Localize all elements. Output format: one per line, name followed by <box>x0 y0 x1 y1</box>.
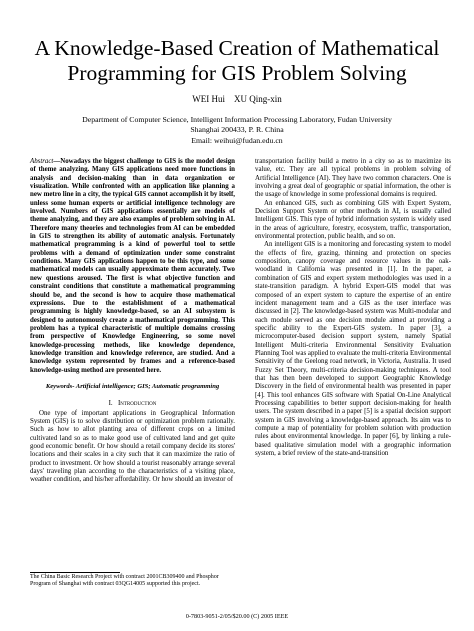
footnote: The China Basic Research Project with contract 2001CB309400 and Phosphor Program of Shanghai with contract 03QG14005 supported this project. <box>30 574 219 588</box>
abstract-label: Abstract <box>30 158 54 165</box>
section-heading <box>30 399 235 407</box>
paper-title-line-2: Programming for GIS Problem Solving <box>67 61 407 85</box>
affiliation-line-2: Shanghai 200433, P. R. China <box>190 125 284 134</box>
body-paragraph: transportation facility build a metro in a city so as to maximize its value, etc. They are all typical problems in problem solving of Artificial Intelligence (AI). They have two common characters. One is involving a great deal of geographic or spatial information, the other is the usage of knowledge in some professional domains is required. <box>255 158 451 199</box>
section-number: I. <box>108 399 113 408</box>
abstract-dash: — <box>53 158 61 165</box>
abstract-text: Nowadays the biggest challenge to GIS is the model design of theme analyzing. Many GIS applications need more functions in analysis and decision-making than in data organization or visualization. While confronted with an application like planning a new metro line in a city, the typical GIS cannot accomplish it by itself, unless some human experts or artificial intelligence technology are involved. Numbers of GIS applications essentially are models of theme analyzing, and they are also examples of problem solving in AI. Therefore many theories and technologies from AI can be embedded in GIS to strengthen its ability of automatic analysis. Fortunately mathematical programming is a kind of powerful tool to settle problems with a demand of optimization under some constraint conditions. Many GIS applications happen to be this type, and some mathematical models can usually approximate them accurately. Two new questions aroused. The first is what objective function and constraint conditions that constitute a mathematical programming should be, and the second is how to acquire those mathematical expressions. Due to the establishment of a mathematical programming is highly knowledge-based, so an AI subsystem is designed to autonomously create a mathematical programming. This problem has a typical characteristic of multiple domains crossing from perspective of Knowledge Engineering, so some novel knowledge-processing methods, like knowledge dependence, knowledge transition and knowledge reference, are studied. And a knowledge system represented by frames and a reference-based knowledge-using method are presented here. <box>30 158 235 374</box>
intro-paragraph: One type of important applications in Geographical Information System (GIS) is to solve distribution or optimization problem rationally. Such as how to allot planting area of different crops on a limited cultivated land so as to make good use of cultivated land and get quite good economic benefit. Or how should a retail company decide its stores' locations and their scales in a city such that it can maximize the ratio of product to investment. Or how should a tourist reasonably arrange several days' traveling plan according to the characteristics of a visiting place, weather condition, and his/her affordability. Or how should an investor of <box>30 409 235 484</box>
authors: WEI Hui XU Qing-xin <box>192 94 282 104</box>
body-paragraph: An intelligent GIS is a monitoring and forecasting system to model the effects of fire, grazing, thinning and protection on species composition, canopy coverage and resource values in the oak-woodland in California was presented in [1]. In the paper, a combination of GIS and expert system methodologies was used in a state-transition paradigm. A hybrid Expert-GIS model that was composed of an expert system to capture the expertise of an entire incident management team and a GIS as the user interface was discussed in [2]. The knowledge-based system was Multi-modular and each module served as one decision module aimed at providing a specific ability to the Expert-GIS system. In paper [3], a microcomputer-based decision support system, namely Spatial Intelligent Multi-criteria Environmental Sensitivity Evaluation Planning Tool was applied to evaluate the multi-criteria Environmental Sensitivity of the Geelong road network, in Victoria, Australia. It used Fuzzy Set Theory, multi-criteria decision-making techniques. A tool that has then been developed to support Geographic Knowledge Discovery in the field of environmental health was presented in paper [4]. This tool enhances GIS software with Spatial On-Line Analytical Processing capabilities to better support decision-making for health users. The system described in a paper [5] is a spatial decision support system in GIS involving a knowledge-based approach. Its aim was to compute a map of potentiality for problem solution with production rules about environmental knowledge. In paper [6], by linking a rule-based qualitative simulation model with a geographic information system, a brief review of the state-and-transition <box>255 241 451 458</box>
affiliation-email: Email: weihui@fudan.edu.cn <box>191 136 283 145</box>
footnote-rule <box>30 572 120 573</box>
affiliation-line-1: Department of Computer Science, Intelligent Information Processing Laboratory, Fudan University <box>82 115 392 124</box>
paper-title-line-1: A Knowledge-Based Creation of Mathematical <box>34 36 440 60</box>
page-footer: 0-7803-9051-2/05/$20.00 (C) 2005 IEEE <box>185 613 289 620</box>
left-column <box>30 158 235 485</box>
abstract <box>30 158 235 375</box>
keywords: Keywords- Artificial intelligence; GIS; Automatic programming <box>45 382 220 390</box>
right-column <box>255 158 451 458</box>
body-paragraph: An enhanced GIS, such as combining GIS with Expert System, Decision Support System or other methods in AI, is usually called Intelligent GIS. This type of hybrid information system is widely used in the areas of agriculture, forestry, ecosystem, traffic, transportation, environmental protection, public health, and so on. <box>255 199 451 241</box>
section-title: Introduction <box>117 399 157 408</box>
